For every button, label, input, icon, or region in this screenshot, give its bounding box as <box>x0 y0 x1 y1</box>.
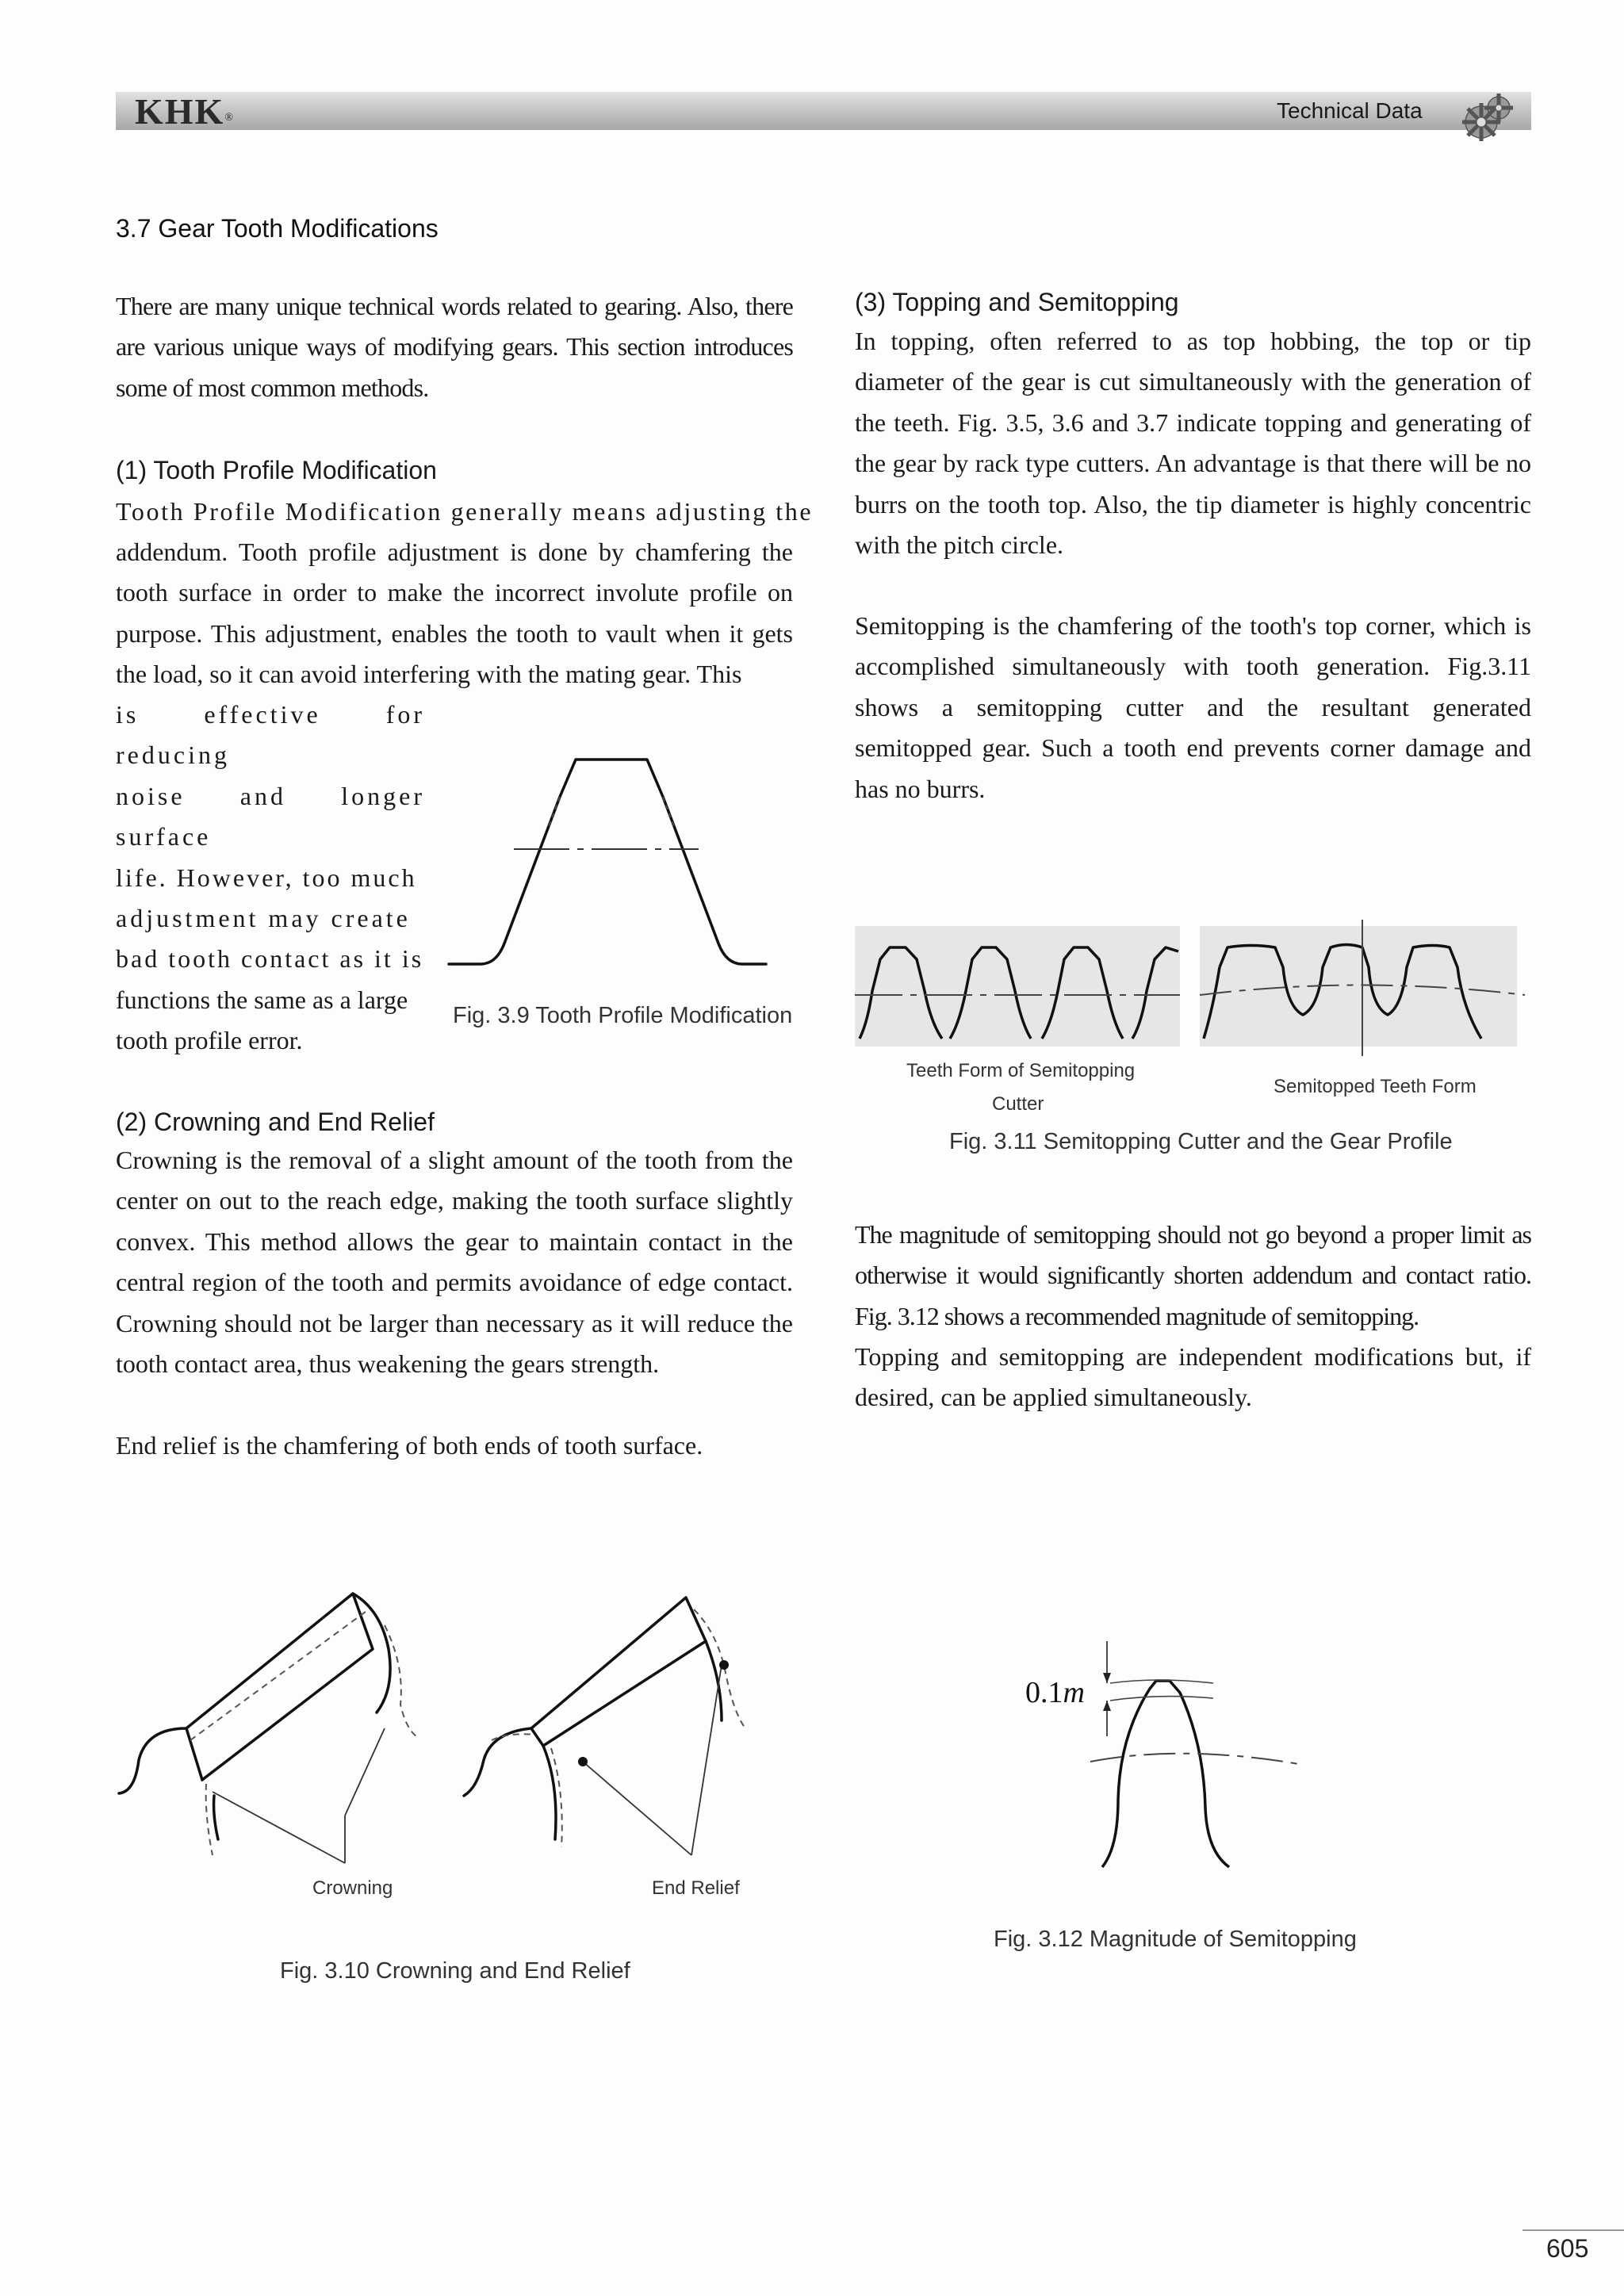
semitopping-figure <box>855 920 1531 1058</box>
module-symbol: m <box>1063 1676 1085 1709</box>
page-number-rule <box>1522 2229 1624 2231</box>
end-relief-paragraph: End relief is the chamfering of both ends of tooth surface. <box>116 1431 703 1460</box>
narrow-line: functions the same as a large <box>116 985 408 1014</box>
narrow-line: tooth profile error. <box>116 1026 303 1055</box>
narrow-line: bad tooth contact as it is <box>116 944 424 974</box>
tooth-profile-figure <box>441 737 774 975</box>
crowning-label: Crowning <box>312 1877 393 1899</box>
header-title: Technical Data <box>1277 98 1423 123</box>
narrow-line: life. However, too much <box>116 863 417 892</box>
crowning-heading: (2) Crowning and End Relief <box>116 1108 435 1136</box>
topping-heading: (3) Topping and Semitopping <box>855 288 1179 316</box>
crowning-body: Crowning is the removal of a slight amount of the tooth from the center on out to the reach edge, making the tooth surface slightly convex. This method allows the gear to maintain contact in the central region of the tooth and permits avoidance of edge contact. Crowning should not be larger than necessary as it will reduce the tooth contact area, thus weakening the gears strength. <box>116 1146 793 1379</box>
tooth-profile-narrow-text <box>116 695 425 1062</box>
topping-paragraph-3: The magnitude of semitopping should not go beyond a proper limit as otherwise it would significantly shorten addendum and contact ratio. Fig. 3.12 shows a recommended magnitude of semitopping. <box>855 1220 1531 1330</box>
page-number: 605 <box>1546 2234 1589 2263</box>
topping-paragraph-4: Topping and semitopping are independent modifications but, if desired, can be applied simultaneously. <box>855 1342 1531 1412</box>
tooth-profile-body: addendum. Tooth profile adjustment is done by chamfering the tooth surface in order to make the incorrect involute profile on purpose. This adjustment, enables the tooth to vault when it gets the load, so it can avoid interfering with the mating gear. This <box>116 538 793 689</box>
gear-icon <box>1457 87 1516 146</box>
tooth-profile-line1: Tooth Profile Modification generally means adjusting the <box>116 497 814 526</box>
narrow-line: is effective for reducing <box>116 700 425 770</box>
crowning-end-relief-figure <box>111 1578 777 1903</box>
intro-paragraph: There are many unique technical words related to gearing. Also, there are various unique ways of modifying gears. This section introduces some of most common methods. <box>116 292 793 402</box>
topping-paragraph-2: Semitopping is the chamfering of the tooth's top corner, which is accomplished simultaneously with tooth generation. Fig.3.11 shows a semitopping cutter and the resultant generated semitopped gear. Such a tooth end prevents corner damage and has no burrs. <box>855 611 1531 803</box>
fig-3-10-caption: Fig. 3.10 Crowning and End Relief <box>280 1958 630 1984</box>
cutter-label-line1: Teeth Form of Semitopping <box>906 1060 1136 1081</box>
magnitude-value: 0.1 <box>1025 1676 1063 1709</box>
semitopping-magnitude-figure <box>1078 1625 1316 1871</box>
tooth-profile-heading: (1) Tooth Profile Modification <box>116 456 437 484</box>
end-relief-label: End Relief <box>652 1877 740 1899</box>
khk-logo <box>135 92 235 138</box>
logo-text: KHK <box>135 91 225 132</box>
semitopped-gear-label: Semitopped Teeth Form <box>1274 1076 1477 1097</box>
narrow-line: noise and longer surface <box>116 781 425 851</box>
fig-3-11-caption: Fig. 3.11 Semitopping Cutter and the Gear Profile <box>949 1129 1453 1154</box>
cutter-label-line2: Cutter <box>992 1093 1044 1115</box>
logo-registered-mark: ® <box>224 112 235 124</box>
narrow-line: adjustment may create <box>116 904 411 933</box>
fig-3-9-caption: Fig. 3.9 Tooth Profile Modification <box>453 1003 793 1028</box>
magnitude-label <box>1025 1675 1085 1710</box>
fig-3-12-caption: Fig. 3.12 Magnitude of Semitopping <box>994 1927 1357 1952</box>
topping-paragraph-1: In topping, often referred to as top hobbing, the top or tip diameter of the gear is cut simultaneously with the generation of the teeth. Fig. 3.5, 3.6 and 3.7 indicate topping and generating of the gear by rack type cutters. An advantage is that there will be no burrs on the tooth top. Also, the tip diameter is highly concentric with the pitch circle. <box>855 327 1531 560</box>
section-title: 3.7 Gear Tooth Modifications <box>116 214 439 243</box>
